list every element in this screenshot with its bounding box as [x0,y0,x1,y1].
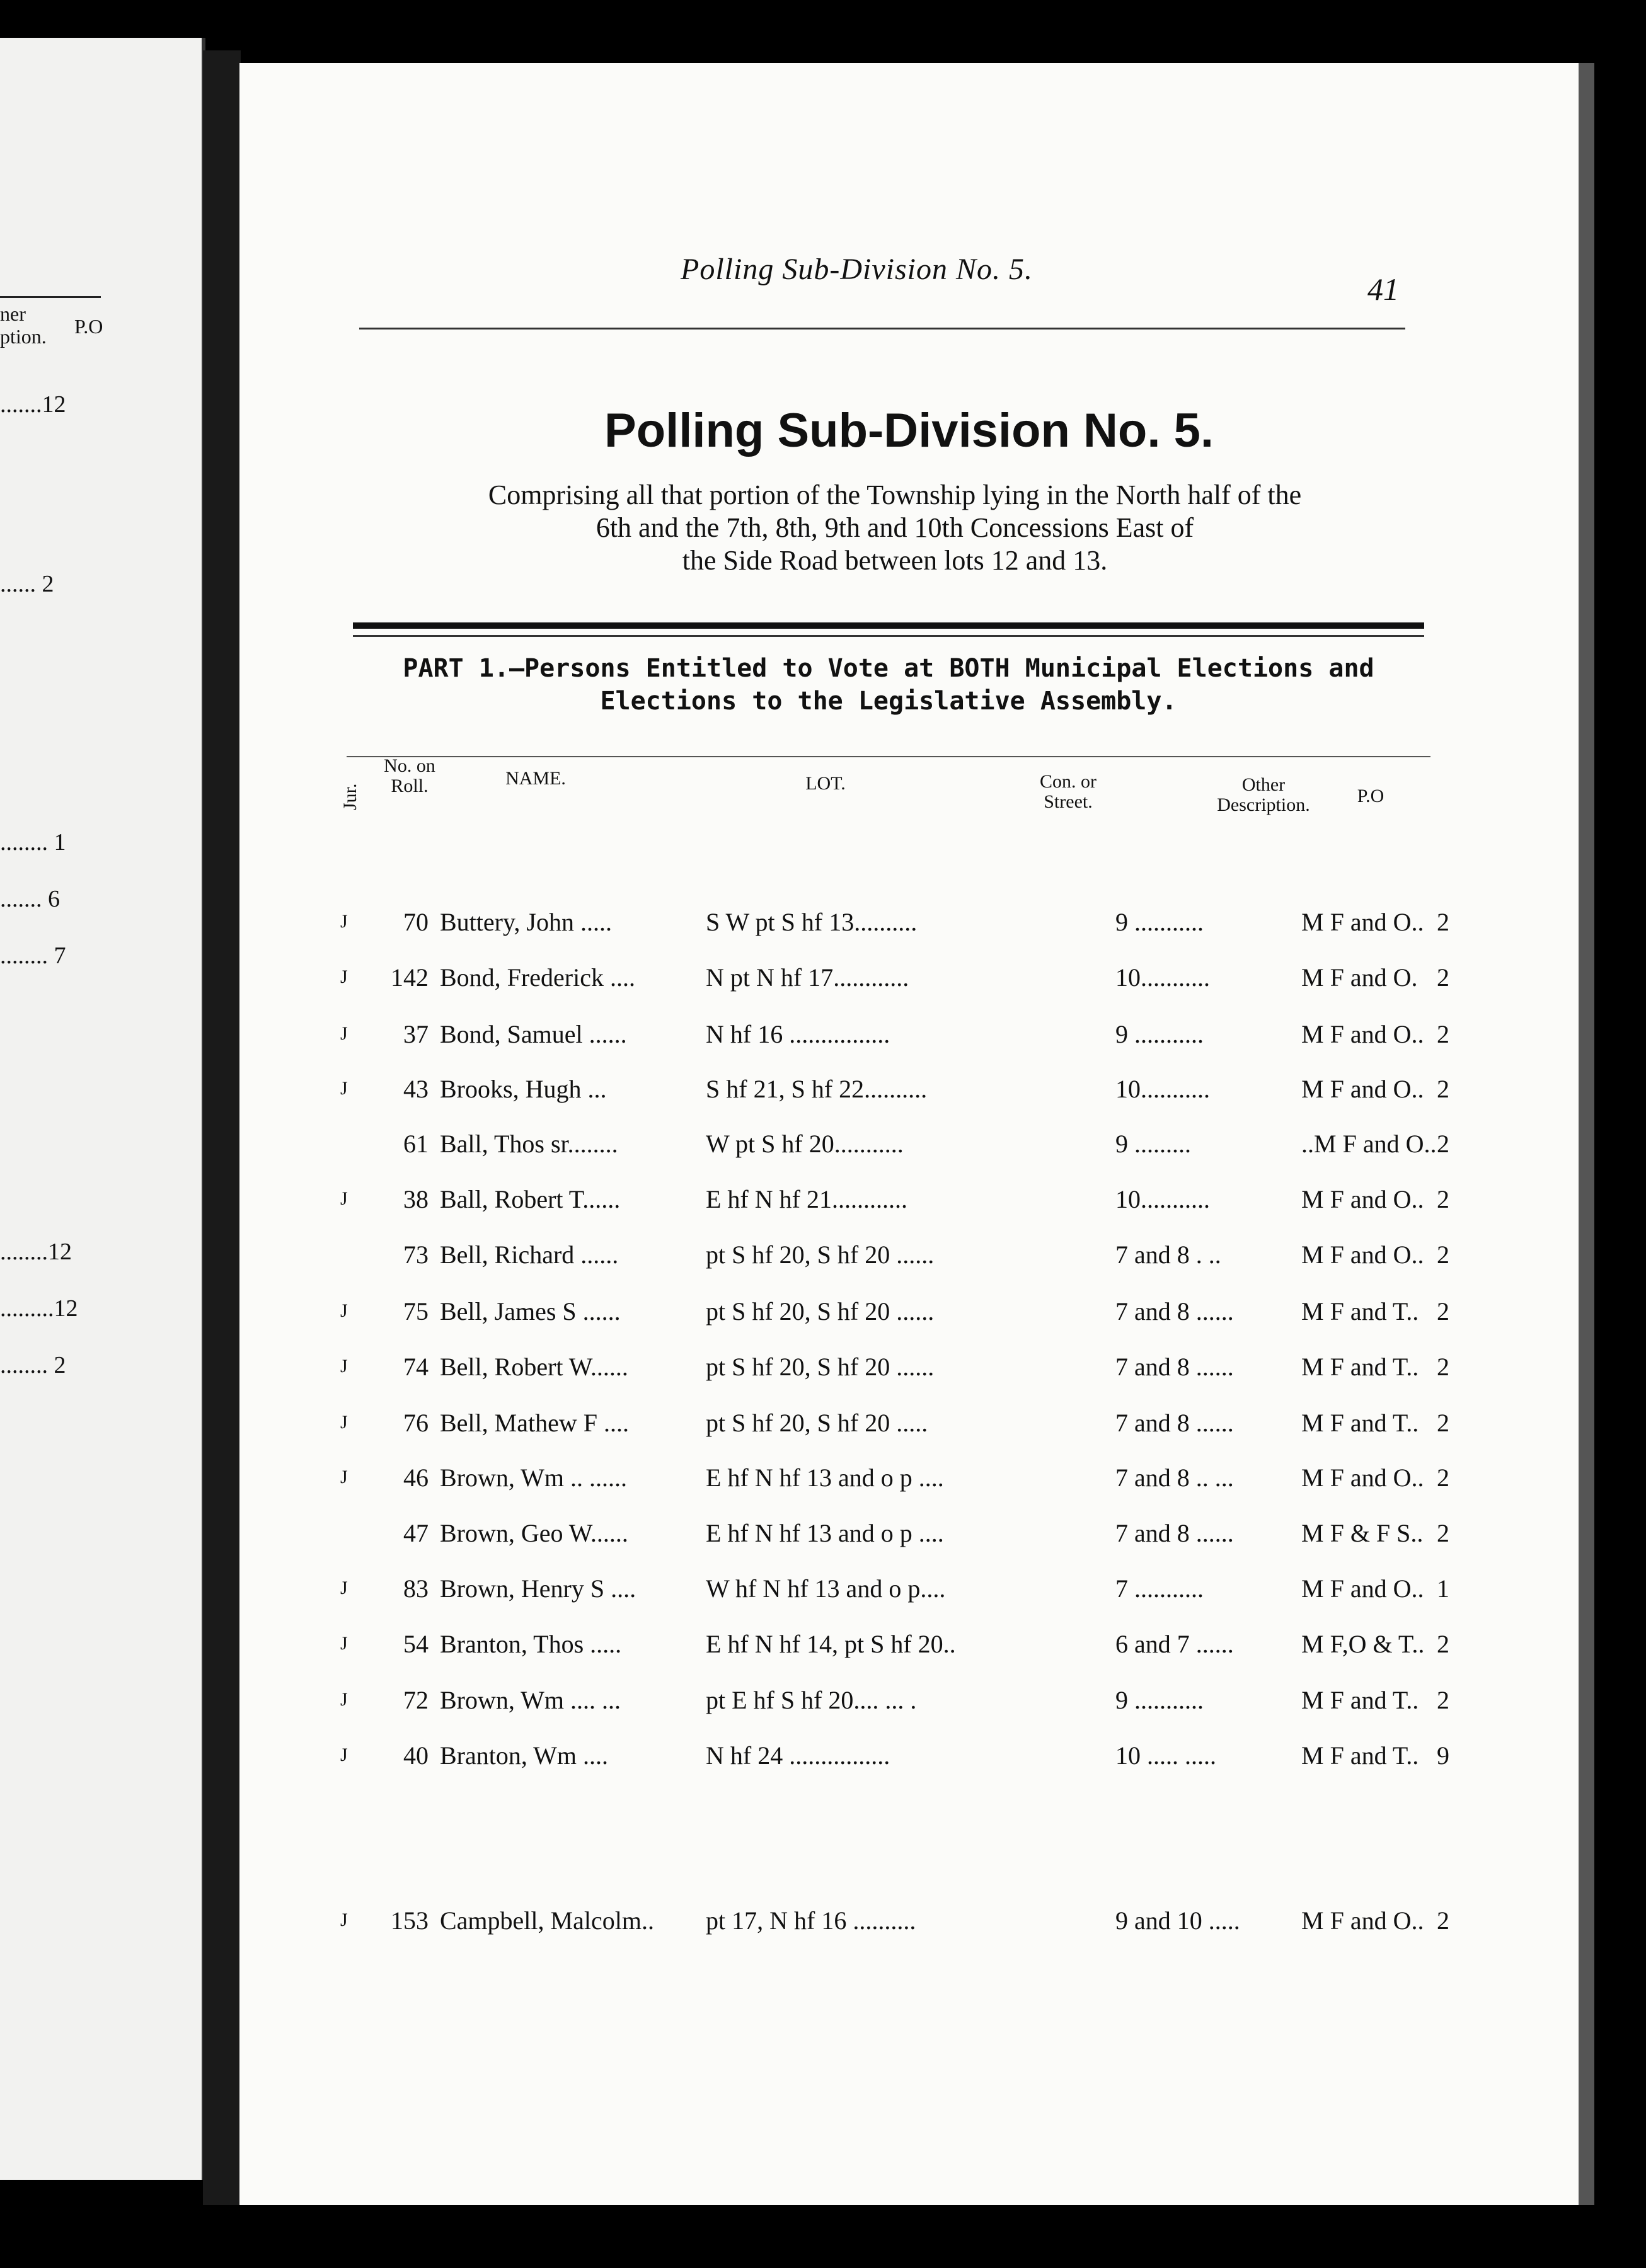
roll-number: 38 [403,1185,429,1213]
voter-row [340,1906,1449,1944]
voter-row [340,963,1449,1000]
left-header-line: ner [0,302,26,325]
lot-description: E hf N hf 13 and o p .... [706,1463,944,1492]
col-header-line: Description. [1217,794,1310,815]
running-header: Polling Sub-Division No. 5. [681,253,1033,286]
jurisdiction-mark: J [340,1300,348,1321]
section-description [340,479,1449,577]
jurisdiction-mark: J [340,966,348,987]
col-header-jur: Jur. [340,783,360,811]
left-entry: ........ 7 [0,942,66,969]
roll-number: 46 [403,1463,429,1492]
post-office: 2 [1437,1686,1449,1714]
lot-description: S W pt S hf 13.......... [706,908,918,936]
concession: 9 ........... [1115,1020,1204,1048]
voter-name: Brooks, Hugh ... [440,1075,607,1103]
voter-name: Brown, Geo W...... [440,1519,628,1547]
col-header-line: Con. or [1040,771,1096,792]
left-po-label: P.O [74,315,103,338]
lot-description: pt S hf 20, S hf 20 ...... [706,1297,935,1326]
voter-row [340,1184,1449,1222]
voter-name: Brown, Henry S .... [440,1574,636,1603]
other-description: M F and O.. [1301,1906,1424,1935]
lot-description: N hf 16 ................ [706,1020,890,1048]
voter-name: Branton, Thos ..... [440,1630,622,1658]
other-description: M F and O.. [1301,1463,1424,1492]
col-header-line: Other [1241,774,1286,795]
concession: 9 ........... [1115,1686,1204,1714]
concession: 6 and 7 ...... [1115,1630,1234,1658]
voter-row [340,1297,1449,1334]
jurisdiction-mark: J [340,1578,348,1598]
lot-description: pt E hf S hf 20.... ... . [706,1686,917,1714]
left-entry: .........12 [0,1295,78,1322]
jurisdiction-mark [340,1518,365,1522]
book-spine-shadow [203,50,241,2205]
roll-number: 75 [403,1297,429,1326]
other-description: M F and T.. [1301,1297,1419,1326]
thin-rule [353,635,1424,637]
post-office: 2 [1437,908,1449,936]
lot-description: E hf N hf 21............ [706,1185,907,1213]
voter-name: Bell, Robert W...... [440,1353,628,1381]
lot-description: S hf 21, S hf 22.......... [706,1075,928,1103]
left-page-fragment [0,38,205,2180]
header-rule [359,328,1405,329]
voter-name: Brown, Wm .. ...... [440,1463,628,1492]
roll-number: 153 [391,1906,429,1935]
jurisdiction-mark: J [340,1910,348,1930]
jurisdiction-mark: J [340,1744,348,1765]
col-header-line: No. on [384,755,435,776]
other-description: M F and T.. [1301,1409,1419,1437]
lot-description: pt S hf 20, S hf 20 ...... [706,1240,935,1269]
description-line: 6th and the 7th, 8th, 9th and 10th Concessions East of [596,512,1194,543]
left-entry: ........12 [0,1239,72,1265]
post-office: 2 [1437,1020,1449,1048]
jurisdiction-mark: J [340,1633,348,1654]
jurisdiction-mark: J [340,1356,348,1377]
left-page-rule [0,296,101,298]
lot-description: N hf 24 ................ [706,1741,890,1770]
jurisdiction-mark: J [340,1188,348,1209]
roll-number: 73 [403,1240,429,1269]
concession: 7 and 8 ...... [1115,1519,1234,1547]
roll-number: 142 [391,963,429,992]
other-description: M F and T.. [1301,1353,1419,1381]
concession: 7 and 8 ...... [1115,1353,1234,1381]
roll-number: 76 [403,1409,429,1437]
voter-name: Bond, Frederick .... [440,963,635,992]
col-header-lot: LOT. [805,773,846,794]
voter-row [340,1685,1449,1723]
concession: 9 ......... [1115,1130,1191,1158]
post-office: 2 [1437,1463,1449,1492]
post-office: 9 [1437,1741,1449,1770]
col-header-no-on-roll [372,756,447,796]
col-header-line: Street. [1044,791,1093,812]
voter-name: Bell, Richard ...... [440,1240,619,1269]
section-title: Polling Sub-Division No. 5. [604,404,1214,457]
jurisdiction-mark: J [340,1412,348,1433]
concession: 9 ........... [1115,908,1204,936]
voter-row [340,1019,1449,1057]
other-description: M F and O.. [1301,908,1424,936]
concession: 10........... [1115,1185,1210,1213]
jurisdiction-mark: J [340,1467,348,1487]
col-header-line: Roll. [391,776,429,796]
concession: 7 and 8 ...... [1115,1409,1234,1437]
voter-name: Buttery, John ..... [440,908,612,936]
voter-name: Ball, Robert T...... [440,1185,621,1213]
lot-description: N pt N hf 17............ [706,963,909,992]
post-office: 2 [1437,1240,1449,1269]
lot-description: W pt S hf 20........... [706,1130,904,1158]
left-header-line: ption. [0,325,47,348]
voter-name: Ball, Thos sr........ [440,1130,618,1158]
post-office: 2 [1437,1630,1449,1658]
lot-description: pt S hf 20, S hf 20 ..... [706,1409,928,1437]
part-heading-line: PART 1.—Persons Entitled to Vote at BOTH Municipal Elections and [403,654,1374,683]
col-header-name: NAME. [505,768,566,789]
concession: 10........... [1115,963,1210,992]
other-description: M F,O & T.. [1301,1630,1425,1658]
voter-row [340,1574,1449,1612]
lot-description: pt 17, N hf 16 .......... [706,1906,916,1935]
concession: 9 and 10 ..... [1115,1906,1240,1935]
concession: 7 and 8 .. ... [1115,1463,1234,1492]
post-office: 2 [1437,1297,1449,1326]
left-entry: ........ 1 [0,829,66,856]
other-description: M F & F S.. [1301,1519,1424,1547]
other-description: M F and O.. [1301,1574,1424,1603]
left-entry: .......12 [0,391,66,418]
post-office: 2 [1437,1353,1449,1381]
post-office: 2 [1437,1519,1449,1547]
left-entry: ....... 6 [0,886,60,912]
voter-row [340,1741,1449,1778]
roll-number: 61 [403,1130,429,1158]
other-description: M F and T.. [1301,1686,1419,1714]
voter-row [340,1240,1449,1278]
concession: 7 and 8 ...... [1115,1297,1234,1326]
left-page-header [0,302,47,348]
col-header-po: P.O [1357,786,1384,806]
roll-number: 43 [403,1075,429,1103]
roll-number: 37 [403,1020,429,1048]
voter-row [340,1408,1449,1446]
col-header-other-description [1200,775,1327,815]
description-line: the Side Road between lots 12 and 13. [682,545,1108,576]
lot-description: W hf N hf 13 and o p.... [706,1574,946,1603]
voter-name: Branton, Wm .... [440,1741,609,1770]
roll-number: 83 [403,1574,429,1603]
voter-name: Bell, Mathew F .... [440,1409,629,1437]
concession: 10........... [1115,1075,1210,1103]
concession: 7 ........... [1115,1574,1204,1603]
jurisdiction-mark: J [340,1078,348,1099]
post-office: 2 [1437,1409,1449,1437]
roll-number: 74 [403,1353,429,1381]
concession: 7 and 8 . .. [1115,1240,1221,1269]
post-office: 2 [1437,1906,1449,1935]
roll-number: 72 [403,1686,429,1714]
roll-number: 47 [403,1519,429,1547]
jurisdiction-mark: J [340,1689,348,1710]
voter-row [340,1129,1449,1167]
jurisdiction-mark: J [340,911,348,932]
voter-row [340,1518,1449,1556]
jurisdiction-mark: J [340,1023,348,1044]
part-rule [347,756,1430,757]
other-description: M F and O.. [1301,1185,1424,1213]
voter-row [340,1463,1449,1501]
voter-row [340,1074,1449,1112]
other-description: M F and O. [1301,963,1418,992]
lot-description: E hf N hf 14, pt S hf 20.. [706,1630,956,1658]
voter-name: Brown, Wm .... ... [440,1686,621,1714]
other-description: M F and O.. [1301,1020,1424,1048]
voter-row [340,1352,1449,1390]
lot-description: E hf N hf 13 and o p .... [706,1519,944,1547]
post-office: 1 [1437,1574,1449,1603]
concession: 10 ..... ..... [1115,1741,1216,1770]
thick-rule [353,622,1424,629]
voter-name: Campbell, Malcolm.. [440,1906,654,1935]
post-office: 2 [1437,1130,1449,1158]
col-header-con [1008,772,1128,812]
voter-name: Bond, Samuel ...... [440,1020,627,1048]
post-office: 2 [1437,1185,1449,1213]
jurisdiction-mark [340,1129,365,1133]
other-description: M F and T.. [1301,1741,1419,1770]
post-office: 2 [1437,1075,1449,1103]
other-description: M F and O.. [1301,1075,1424,1103]
roll-number: 40 [403,1741,429,1770]
other-description: M F and O.. [1301,1240,1424,1269]
part-heading [347,652,1430,718]
voter-name: Bell, James S ...... [440,1297,621,1326]
other-description: ..M F and O.. [1301,1130,1437,1158]
left-entry: ........ 2 [0,1352,66,1378]
lot-description: pt S hf 20, S hf 20 ...... [706,1353,935,1381]
left-entry: ...... 2 [0,571,54,597]
post-office: 2 [1437,963,1449,992]
roll-number: 70 [403,908,429,936]
voter-row [340,1629,1449,1667]
jurisdiction-mark [340,1240,365,1244]
right-page [239,63,1579,2205]
roll-number: 54 [403,1630,429,1658]
description-line: Comprising all that portion of the Township lying in the North half of the [488,479,1302,510]
page-number: 41 [1367,272,1399,307]
part-heading-line: Elections to the Legislative Assembly. [600,687,1177,716]
voter-row [340,907,1449,945]
